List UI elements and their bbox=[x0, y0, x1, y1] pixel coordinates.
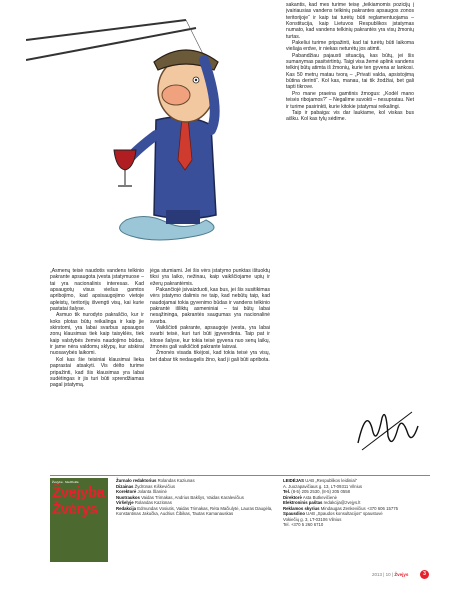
info-value: Vokiečių g. 3, LT-03106 Vilnius bbox=[283, 516, 342, 522]
info-label: Dizainas bbox=[116, 483, 134, 489]
info-value: (8-5) 205 2530, (8-5) 205 0558 bbox=[291, 489, 351, 494]
info-label: Redakcija bbox=[116, 505, 137, 511]
paragraph: Pakančiojė įsivaizduoti, kas bus, jei šis susitikimas vėrs įstatymo dalimis ne taip, kad nebūtų taip, kad naudojamai tokia gyvenimo būdas ir vandens telkinio pakrantė išliktų asmeniniai – tai būtų labai nesąžininga, pakrantės saugumas yra nacionalinė svarba. bbox=[150, 287, 270, 325]
info-value: Tel. +370 5 260 6710 bbox=[283, 522, 324, 527]
cover-masthead: Žvejyba Žvėrys bbox=[52, 484, 105, 518]
info-value: Žydrūnas Kiškevičius bbox=[134, 483, 175, 489]
cover-tagline: Žvejyba · Medžioklė bbox=[52, 480, 79, 484]
info-label: Viršelyje bbox=[116, 500, 134, 505]
brand-name: Žvejys bbox=[394, 572, 409, 577]
info-value: Mindaugas Zenkevičius +370 606 15775 bbox=[320, 505, 399, 511]
info-value: UAB „Respublikos leidiniai“ bbox=[305, 478, 358, 483]
info-row bbox=[283, 522, 433, 528]
cartoon-illustration bbox=[26, 0, 286, 268]
info-row bbox=[116, 506, 276, 517]
contacts-list bbox=[283, 478, 433, 528]
author-signature bbox=[352, 398, 422, 458]
paragraph: Pabandžiau pajausti situaciją, kas būtų, jei šis sumanymas pasitvirtintų. Taigi visa žemė aplink vandens telkinį būtų atimta iš žmonių, kurie ten gyvena ar lankosi. Kas 50 metrų matau tvorą – „Privati valda, apsistojimą būtina derinti“. Kol kas, manau, tai tik žodžiai, bet gali tapti tikrove. bbox=[286, 52, 414, 91]
info-label: Reklamos skyrius bbox=[283, 505, 320, 511]
info-label: Spausdino bbox=[283, 511, 305, 516]
page-number: 3 bbox=[420, 570, 429, 579]
paragraph: Pro mane praeina gamtinis žmogus: „Kodėl mano teisės ribojamos?“ – Negalime suvokti – nesupratau. Net ir turime pasirinkti, kurie kitokie įstatymai reikalingi. bbox=[286, 90, 414, 110]
paragraph: jėga stumiami. Jei šis vėrs įstatymo punktas ištuoktų tiksi yra laiko, nežinau, kaip vaikščiojame upių ir ežerų pakrantėmis. bbox=[150, 268, 270, 287]
legs bbox=[166, 210, 200, 224]
info-label: Žurnalo redaktorius bbox=[116, 478, 157, 483]
staff-list bbox=[116, 478, 276, 517]
info-label: Tel. bbox=[283, 489, 291, 494]
info-value: redakcija@zvejys.lt bbox=[323, 500, 361, 505]
article-column-3 bbox=[286, 2, 414, 123]
info-value: Edmundas Vosiutis, Vaidas Trimakas, Rėta Mačiulytė, Lauras Daugėla, Konstantinas Jakučka, Audrius Čibikas, Tautas Kamanauskas bbox=[116, 505, 273, 516]
info-label: Nuotraukos bbox=[116, 494, 140, 500]
page-label: 2013 | 10 | bbox=[372, 572, 395, 577]
info-label: Elektroninis paštas bbox=[283, 500, 323, 505]
page-footer bbox=[372, 572, 408, 577]
article-column-1 bbox=[50, 268, 144, 389]
paragraph: Pakeliui turime pripažinti, kad tai turėtų būti laikoma viešąja erdve, ir niekas neturėtų jos atimti. bbox=[286, 40, 414, 53]
info-value: Jolanta Šlaninė bbox=[137, 489, 167, 494]
info-value: Asta Butkevičienė bbox=[302, 494, 337, 500]
wine-glass-icon bbox=[114, 150, 136, 170]
article-column-2 bbox=[150, 268, 270, 363]
info-value: Vaidas Trimakas, Andrius Bakšys, Vaidas Karalevičius bbox=[141, 494, 244, 500]
info-value: UAB „Spaudos konsultacijos“ spaustuvė bbox=[306, 511, 383, 516]
paragraph: Taip ir pabaiga: vis dar laukiame, kol viskas bus aišku. Kol kas tylų sėdime. bbox=[286, 109, 414, 123]
paragraph: Asmuo tik nurodyto pakraščio, kur ir koks plotas būtų reikalinga ir kaip jie skirstomi, yra labai svarbus apsaugos zonų klausimas tiek kaip taisyklės, tiek kaip valstybės žemės naudojimo būdas, ir jame nėra valdomų sklypų, kur atskirai nuosavybės laikomi. bbox=[50, 312, 144, 357]
info-value: Rolandas Kaziūnas bbox=[134, 500, 172, 505]
info-value: Rolandas Kaziunas bbox=[157, 478, 195, 483]
fishing-rod-1 bbox=[26, 20, 186, 40]
paragraph: Žmonės visada tikėjosi, kad tokia teisė yra visų, bet dabar tik nedaugelis žino, kad ji gali būti apribota. bbox=[150, 350, 270, 363]
magazine-cover bbox=[50, 478, 108, 562]
paragraph: Kol kas šie teisiniai klausimai lieka paprastai atsakyti. Vis dėlto turime pripažinti, kad šis klausimas yra labai sudėtingas ir jis turi būti sprendžiamas pagal įstatymą. bbox=[50, 356, 144, 389]
nose bbox=[162, 85, 190, 105]
paragraph: Vaikščioti pakrante, apsaugoje įvesta, yra labai svarbi teisė, kuri turi būti įgyvendinta. Taip pat ir kitose šalyse, kur tokia teisė gyvena nuo senų laikų, žmonės gali vaikščioti pakrante laisvai. bbox=[150, 325, 270, 351]
info-label: Direktorė bbox=[283, 494, 302, 500]
paragraph: „Asmenų teisė naudotis vandens telkinio pakrante apsaugota įvesta įstatymuose – tai yra nacionalinis interesas. Kad apsaugotų visus viešus gamtos apribojimo, kad apsisaugojimo vietoje apleistų, teritorijų išvengti visų, kai kurie pastatai šalyse. bbox=[50, 268, 144, 313]
info-label: LEIDĖJAS bbox=[283, 478, 305, 483]
info-value: A. Juozapavičiaus g. 13, LT-09311 Vilnius bbox=[283, 483, 363, 489]
paragraph: sakantis, kad mes turime teisę „teikiamomis pozicijų į įvairiausias vandens telkinių pakrantes apsaugos zonos teritorijoje“ ir kaip tai turėtų būti reglamentuojama – Konstitucija, kaip Lietuvos Respublikos įstatymas numato, kad vandens telkinių pakrantės yra visų žmonių turtas. bbox=[286, 2, 414, 40]
info-label: Korektorė bbox=[116, 489, 137, 494]
